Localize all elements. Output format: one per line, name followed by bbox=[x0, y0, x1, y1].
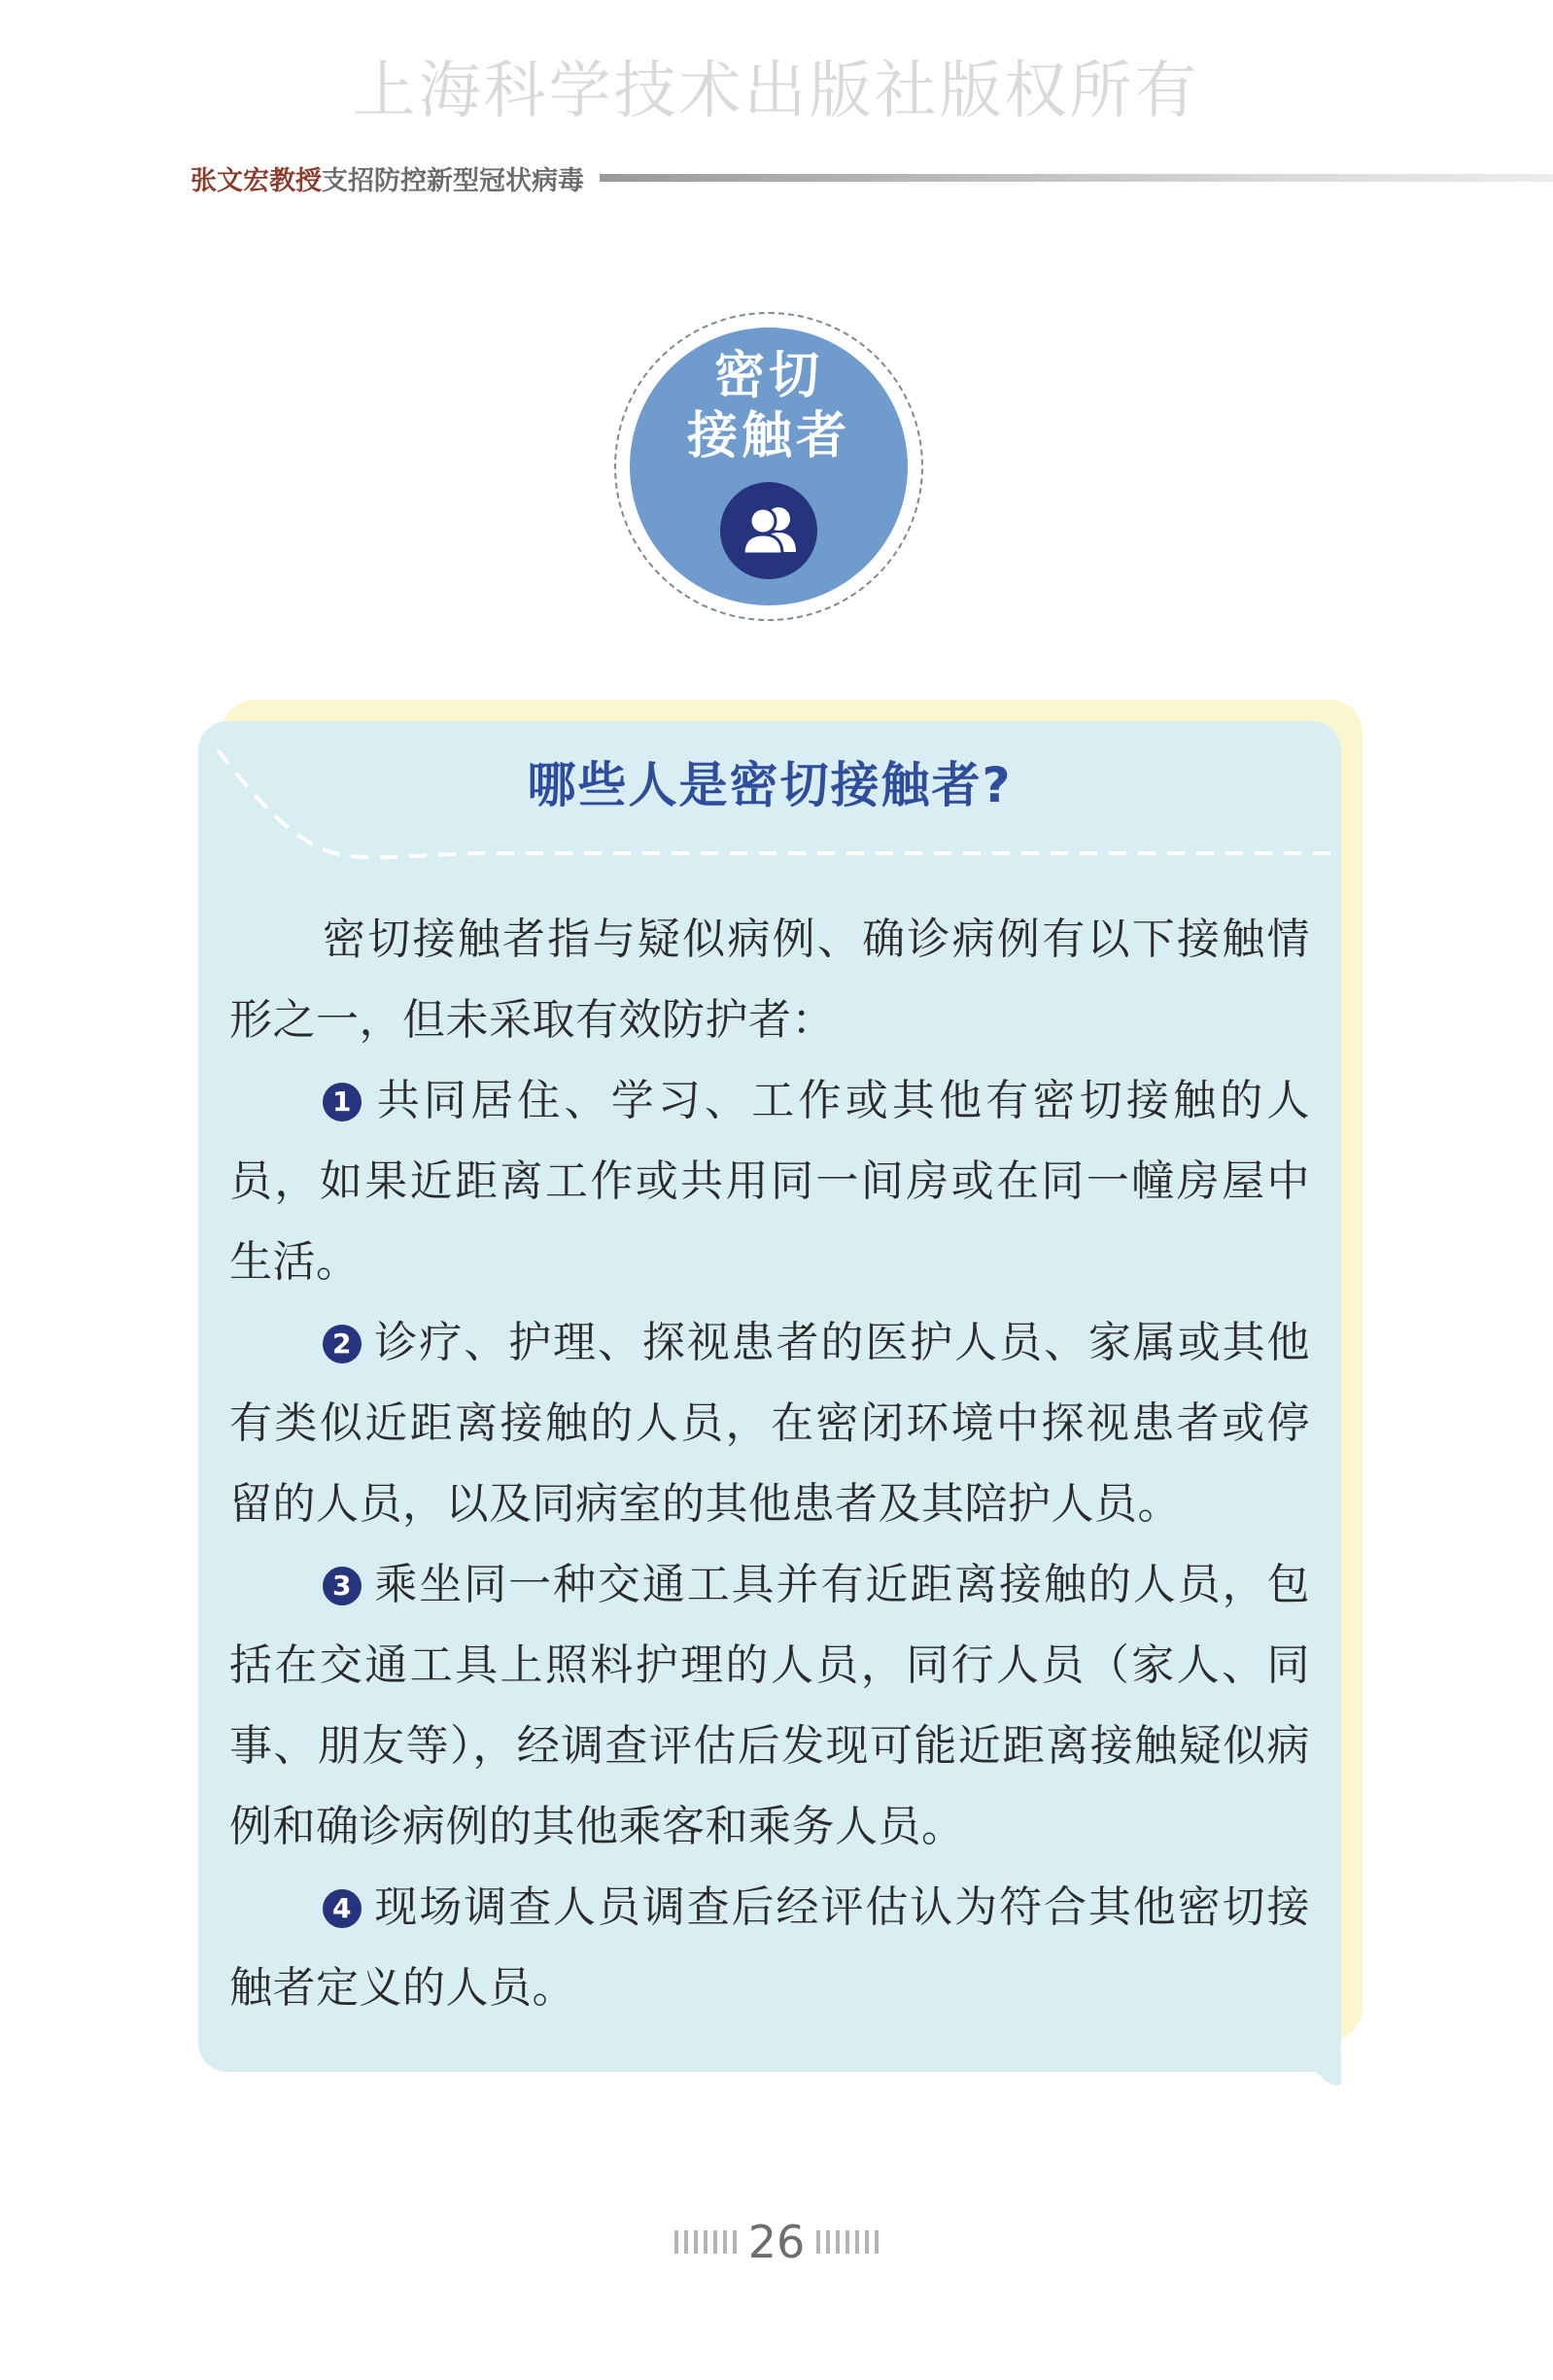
copyright-watermark: 上海科学技术出版社版权所有 bbox=[353, 55, 1200, 127]
list-item: 4 现场调查人员调查后经评估认为符合其他密切接触者定义的人员。 bbox=[229, 1882, 1310, 2013]
card-tail bbox=[1293, 2051, 1341, 2089]
number-badge-1: 1 bbox=[323, 1083, 362, 1121]
list-item: 3 乘坐同一种交通工具并有近距离接触的人员，包括在交通工具上照料护理的人员，同行人员（家人、同事、朋友等），经调查评估后发现可能近距离接触疑似病例和确诊病例的其他乘客和乘务人员。 bbox=[229, 1560, 1310, 1851]
running-header bbox=[190, 158, 1553, 197]
card-title: 哪些人是密切接触者? bbox=[527, 757, 1013, 813]
header-author: 张文宏教授 bbox=[190, 165, 322, 196]
list-item: 2 诊疗、护理、探视患者的医护人员、家属或其他有类似近距离接触的人员，在密闭环境中探视患者或停留的人员，以及同病室的其他患者及其陪护人员。 bbox=[229, 1318, 1310, 1529]
number-badge-3: 3 bbox=[323, 1567, 362, 1605]
header-book-title: 支招防控新型冠状病毒 bbox=[322, 165, 584, 196]
number-badge-2: 2 bbox=[323, 1325, 362, 1363]
page-ticks-left bbox=[674, 2230, 737, 2254]
intro-paragraph: 密切接触者指与疑似病例、确诊病例有以下接触情形之一，但未采取有效防护者： bbox=[229, 914, 1310, 1045]
badge-title-line1: 密切 bbox=[713, 347, 823, 405]
header-rule bbox=[600, 174, 1553, 182]
people-icon bbox=[720, 482, 817, 579]
page-ticks-right bbox=[816, 2230, 879, 2254]
badge-title-line2: 接触者 bbox=[686, 407, 850, 466]
list-item: 1 共同居住、学习、工作或其他有密切接触的人员，如果近距离工作或共用同一间房或在同一幢房屋中生活。 bbox=[229, 1076, 1310, 1287]
card-body bbox=[229, 899, 1310, 2028]
number-badge-4: 4 bbox=[323, 1889, 362, 1928]
page-number bbox=[0, 2216, 1553, 2268]
page-number-value: 26 bbox=[747, 2216, 806, 2268]
